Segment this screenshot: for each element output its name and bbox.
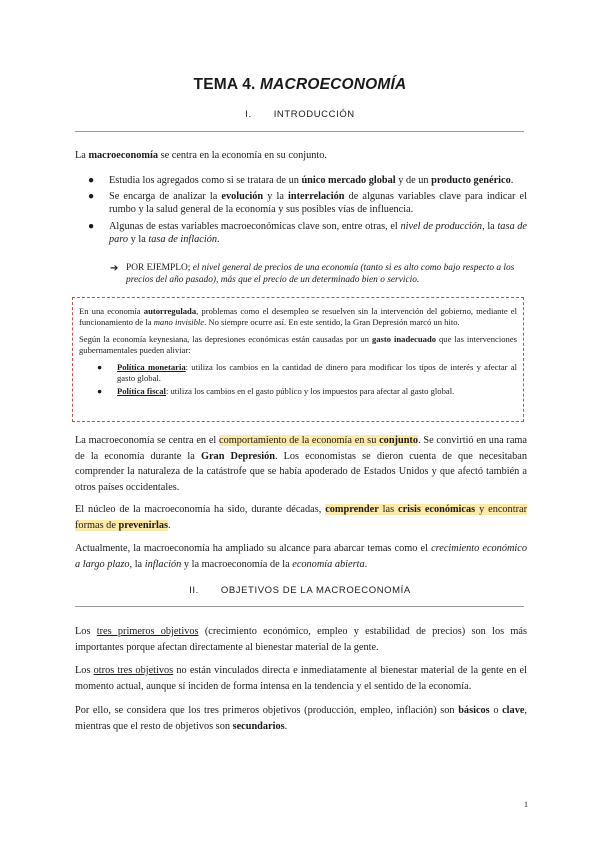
list-item: ● Política fiscal: utiliza los cambios en el gasto público y los impuestos para afectar al gasto global. bbox=[97, 386, 455, 396]
body-paragraph: El núcleo de la macroeconomía ha sido, durante décadas, comprender las crisis económicas y encontrar formas de prevenirlas. bbox=[75, 504, 527, 531]
page-title: TEMA 4. MACROECONOMÍA bbox=[193, 76, 407, 93]
keynesian-callout-box bbox=[72, 297, 524, 422]
body-paragraph: Los otros tres objetivos no están vinculados directa e inmediatamente al bienestar material de la gente en el momento actual, aunque sí inciden de forma intensa en la tendencia y el sentido de la economía. bbox=[75, 665, 527, 692]
section-divider bbox=[75, 131, 524, 132]
arrow-right-icon: ➔ bbox=[110, 263, 119, 274]
list-item: ● Política monetaria: utiliza los cambios en la cantidad de dinero para modificar los tipos de interés y afectar al gasto global. bbox=[97, 362, 517, 383]
callout-paragraph: En una economía autorregulada, problemas como el desempleo se resuelven sin la intervención del gobierno, mediante el funcionamiento de la mano invisible. No siempre ocurre así. En este sentido, la Gran Depresión marcó un hito. bbox=[79, 306, 517, 327]
page-number: 1 bbox=[524, 800, 528, 809]
callout-paragraph: Según la economía keynesiana, las depresiones económicas están causadas por un gasto inadecuado que las intervenciones gubernamentales pueden aliviar: bbox=[79, 334, 517, 355]
body-paragraph: Los tres primeros objetivos (crecimiento económico, empleo y estabilidad de precios) son los más importantes porque afectan directamente al bienestar material de la gente. bbox=[75, 626, 527, 653]
body-paragraph: La macroeconomía se centra en el comportamiento de la economía en su conjunto. Se convirtió en una rama de la economía durante la Gran Depresión. Los economistas se dieron cuenta de que necesitaban comprender la naturaleza de la catástrofe que se había apoderado de Estados Unidos y que afectó también a otros países occidentales. bbox=[75, 435, 528, 493]
list-item: ● Se encarga de analizar la evolución y la interrelación de algunas variables clave para indicar el rumbo y la salud general de la economía y sus posibles vías de influencia. bbox=[88, 191, 527, 216]
list-item: ● Estudia los agregados como si se tratara de un único mercado global y de un producto genérico. bbox=[88, 175, 514, 186]
policy-list bbox=[79, 362, 517, 397]
list-item: ● Algunas de estas variables macroeconómicas clave son, entre otras, el nivel de producción, la tasa de paro y la tasa de inflación. bbox=[88, 220, 527, 245]
body-paragraph: Actualmente, la macroeconomía ha ampliado su alcance para abarcar temas como el crecimiento económico a largo plazo, la inflación y la macroeconomía de la economía abierta. bbox=[75, 543, 527, 570]
section-heading-objetivos: II. OBJETIVOS DE LA MACROECONOMÍA bbox=[189, 585, 411, 596]
example-note: ➔ POR EJEMPLO; el nivel general de precios de una economía (tanto si es alto como bajo respecto a los precios del año pasado), más que el precio de un determinado bien o servicio. bbox=[110, 263, 515, 285]
section-divider bbox=[75, 606, 524, 607]
intro-paragraph: La macroeconomía se centra en la economía en su conjunto. bbox=[75, 150, 328, 161]
intro-bullet-list bbox=[75, 174, 527, 249]
section-heading-introduccion: I. INTRODUCCIÓN bbox=[245, 109, 355, 120]
body-paragraph: Por ello, se considera que los tres primeros objetivos (producción, empleo, inflación) son básicos o clave, mientras que el resto de objetivos son secundarios. bbox=[75, 705, 527, 732]
